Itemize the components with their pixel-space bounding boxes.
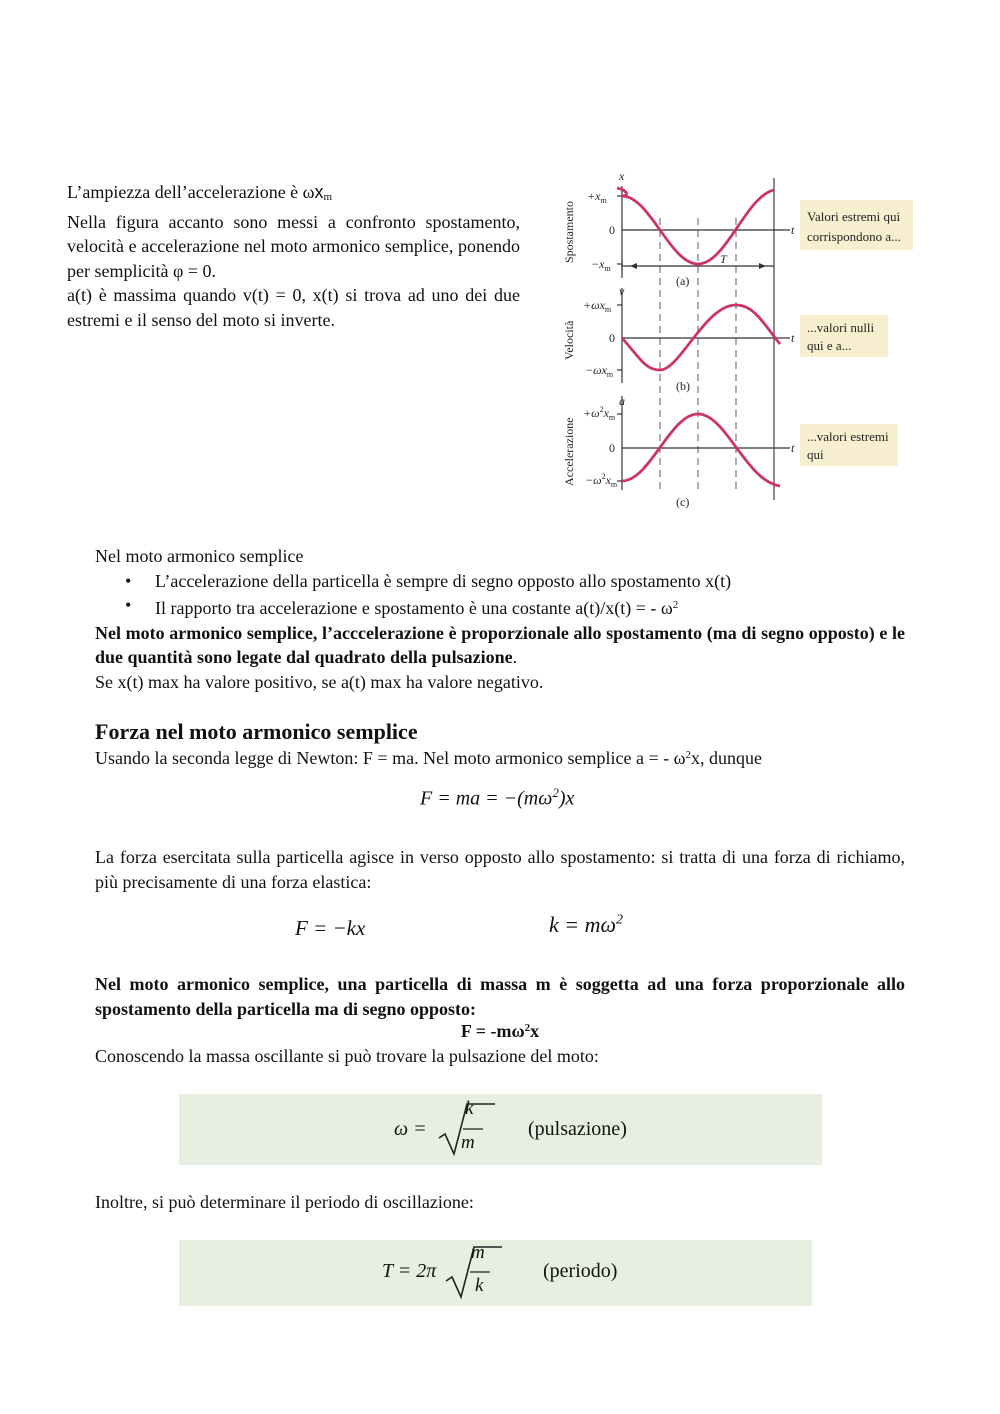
caption-b: (b) [676, 379, 690, 393]
axis-t-label-b: t [791, 331, 795, 345]
tick-zero-b: 0 [609, 331, 615, 345]
section-1-last: Se x(t) max ha valore positivo, se a(t) max ha valore negativo. [95, 671, 544, 692]
bold-equation: $F = -m\omega^2x$ [460, 1021, 540, 1041]
period-numerator: m [471, 1242, 485, 1263]
section-1-bullets [95, 569, 905, 621]
period-denominator: k [475, 1275, 484, 1296]
pulsation-numerator: k [465, 1098, 474, 1119]
pulsation-label: (pulsazione) [528, 1118, 627, 1140]
axis-t-label-c: t [791, 441, 795, 455]
note-a-line1: Valori estremi qui [807, 209, 901, 224]
section-2-bold: Nel moto armonico semplice, una particella di massa m è soggetta ad una forza proporzionale allo spostamento della particella ma di segno opposto: [95, 974, 905, 1019]
caption-c: (c) [676, 495, 690, 509]
newton-line: Usando la seconda legge di Newton: F = ma. Nel moto armonico semplice a = - $\omega^2x$, dunque [95, 748, 763, 768]
ylabel-velocita: Velocità [562, 320, 576, 360]
equation-k: $k = m\omega^2$ [549, 912, 624, 937]
tick-neg-c: $-\omega^2x_m$ [585, 472, 618, 489]
note-a-line2: corrispondono a... [807, 229, 901, 244]
bullet-1: • L’accelerazione della particella è sempre di segno opposto allo spostamento x(t) [95, 569, 905, 594]
axis-a-label: a [619, 394, 625, 408]
note-b-line2: qui e a... [807, 338, 852, 353]
axis-v-label: v [619, 284, 625, 298]
elastic-force-paragraph: La forza esercitata sulla particella agisce in verso opposto allo spostamento: si tratta di una forza di richiamo, più precisamente di una forza elastica: [95, 847, 905, 892]
equation-hooke: F = −kx [295, 916, 366, 940]
tick-pos-a: $+x_m$ [587, 189, 607, 205]
note-c-line2: qui [807, 447, 824, 462]
intro-paragraph: Nella figura accanto sono messi a confronto spostamento, velocità e accelerazione nel moto armonico semplice, ponendo per semplicità φ = 0. [67, 211, 520, 281]
period-formula-box [179, 1240, 812, 1306]
note-c-line1: ...valori estremi [807, 429, 889, 444]
period-lhs: T = 2π [382, 1260, 437, 1282]
intro-text [67, 180, 520, 332]
mass-line: Conoscendo la massa oscillante si può trovare la pulsazione del moto: [95, 1046, 599, 1066]
tick-neg-a: $-x_m$ [591, 257, 611, 273]
pulsation-denominator: m [461, 1132, 475, 1153]
tick-zero-c: 0 [609, 441, 615, 455]
period-line: Inoltre, si può determinare il periodo di oscillazione: [95, 1192, 474, 1212]
ylabel-accelerazione: Accelerazione [562, 417, 576, 486]
tick-pos-c: $+\omega^2x_m$ [583, 405, 616, 422]
displacement-curve [622, 190, 774, 264]
tick-zero-a: 0 [609, 223, 615, 237]
acceleration-curve [622, 414, 780, 486]
tick-pos-b: $+\omega x_m$ [583, 298, 612, 314]
ylabel-spostamento: Spostamento [562, 201, 576, 263]
amplitude-line: L’ampiezza dell’accelerazione è $\omega x_m$ [67, 182, 333, 203]
section-1 [95, 544, 905, 694]
section-1-lead: Nel moto armonico semplice [95, 546, 304, 566]
period-label-text: (periodo) [543, 1260, 618, 1282]
note-b-line1: ...valori nulli [807, 320, 875, 335]
harmonic-motion-figure [555, 168, 920, 513]
pulsation-formula-box [179, 1094, 822, 1165]
pulsation-lhs: ω = [394, 1118, 427, 1140]
caption-a: (a) [676, 274, 690, 288]
equation-force-ma: F = ma = $-(m\omega^2)x$ [420, 785, 575, 810]
section-2-heading: Forza nel moto armonico semplice [95, 719, 418, 744]
section-1-bold: Nel moto armonico semplice, l’acccelerazione è proporzionale allo spostamento (ma di segno opposto) e le due quantità sono legate dal quadrato della pulsazione. [95, 622, 905, 667]
axis-t-label-a: t [791, 223, 795, 237]
tick-neg-b: $-\omega x_m$ [585, 363, 614, 379]
period-label: T [720, 252, 727, 266]
axis-x-label: x [619, 169, 625, 183]
bullet-2: • Il rapporto tra accelerazione e spostamento è una costante a(t)/x(t) = - $\omega^2$ [95, 593, 905, 621]
intro-paragraph-2: a(t) è massima quando v(t) = 0, x(t) si trova ad uno dei due estremi e il senso del moto si inverte. [67, 285, 520, 330]
